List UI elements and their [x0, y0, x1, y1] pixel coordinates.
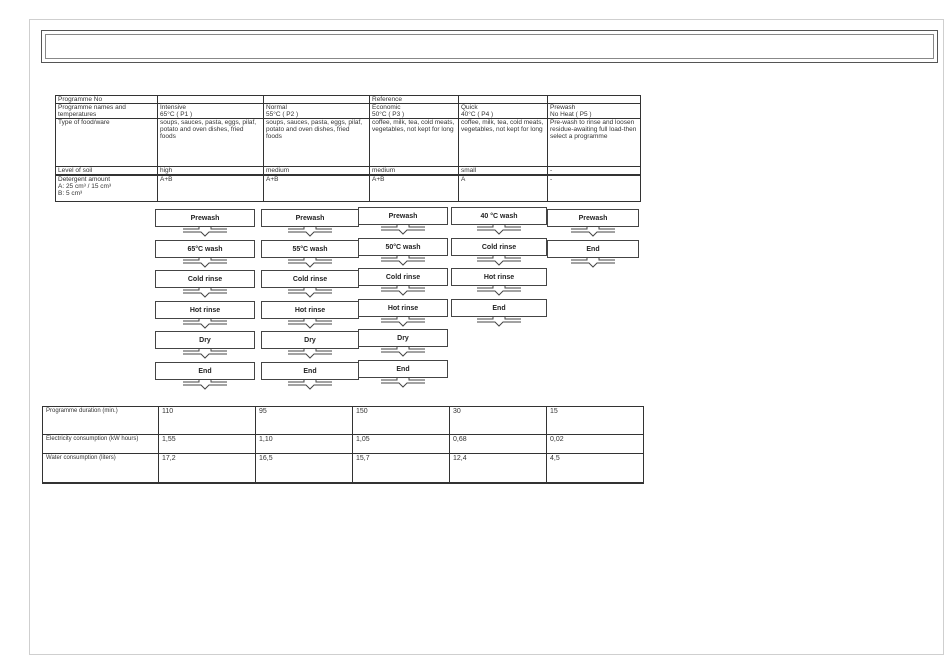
- flow-step: End: [261, 362, 359, 380]
- programme-temp: 40°C ( P4 ): [461, 111, 494, 118]
- table-cell: 95: [256, 407, 353, 435]
- table-cell: Reference: [370, 96, 459, 104]
- down-arrow-icon: [280, 380, 340, 390]
- down-arrow-icon: [373, 225, 433, 235]
- table-cell: 16,5: [256, 454, 353, 484]
- down-arrow-icon: [280, 227, 340, 237]
- programme-name: Quick: [461, 104, 478, 111]
- table-cell: A+B: [264, 175, 370, 201]
- programme-temp: 65°C ( P1 ): [160, 111, 193, 118]
- down-arrow-icon: [280, 349, 340, 359]
- down-arrow-icon: [563, 258, 623, 268]
- flow-step: 50°C wash: [358, 238, 448, 256]
- table-cell: A+B: [370, 175, 459, 201]
- row-label: Water consumption (liters): [43, 454, 159, 484]
- flow-step: 40 °C wash: [451, 207, 547, 225]
- down-arrow-icon: [373, 286, 433, 296]
- table-cell: -: [548, 175, 641, 201]
- table-cell: medium: [370, 167, 459, 176]
- table-cell: 1,05: [353, 435, 450, 454]
- table-row: [56, 175, 641, 201]
- programme-temp: 55°C ( P2 ): [266, 111, 299, 118]
- down-arrow-icon: [280, 288, 340, 298]
- row-label: Type of food/ware: [56, 119, 158, 167]
- table-row: [43, 407, 644, 435]
- flow-step: End: [358, 360, 448, 378]
- table-cell: soups, sauces, pasta, eggs, pilaf, potato and oven dishes, fried foods: [158, 119, 264, 167]
- table-row: [43, 435, 644, 454]
- down-arrow-icon: [175, 227, 235, 237]
- down-arrow-icon: [175, 349, 235, 359]
- flow-step: Prewash: [358, 207, 448, 225]
- detergent-label: Detergent amount: [58, 176, 111, 183]
- title-box: [41, 30, 938, 63]
- table-cell: Pre-wash to rinse and loosen residue-awaiting full load-then select a programme: [548, 119, 641, 167]
- flow-step: Hot rinse: [261, 301, 359, 319]
- flow-step: Cold rinse: [451, 238, 547, 256]
- table-cell: 30: [450, 407, 547, 435]
- table-cell: [548, 104, 641, 119]
- table-cell: small: [459, 167, 548, 176]
- programme-name: Normal: [266, 104, 287, 111]
- table-cell: coffee, milk, tea, cold meats, vegetables, not kept for long: [370, 119, 459, 167]
- flow-step: Cold rinse: [358, 268, 448, 286]
- table-cell: A+B: [158, 175, 264, 201]
- flow-step: End: [155, 362, 255, 380]
- row-label: [56, 175, 158, 201]
- detergent-b: B: 5 cm³: [58, 190, 83, 197]
- table-cell: 0,02: [547, 435, 644, 454]
- table-cell: -: [548, 167, 641, 176]
- flow-step: Hot rinse: [358, 299, 448, 317]
- table-cell: high: [158, 167, 264, 176]
- programme-table: [55, 95, 641, 202]
- row-label: Programme names and temperatures: [56, 104, 158, 119]
- table-row: [56, 96, 641, 104]
- flow-step: Prewash: [547, 209, 639, 227]
- row-label: Programme No: [56, 96, 158, 104]
- programme-name: Prewash: [550, 104, 576, 111]
- table-cell: 1,10: [256, 435, 353, 454]
- table-cell: 15: [547, 407, 644, 435]
- down-arrow-icon: [373, 317, 433, 327]
- table-cell: 15,7: [353, 454, 450, 484]
- flow-step: Hot rinse: [155, 301, 255, 319]
- down-arrow-icon: [373, 378, 433, 388]
- down-arrow-icon: [280, 319, 340, 329]
- flow-step: 55°C wash: [261, 240, 359, 258]
- programme-temp: 50°C ( P3 ): [372, 111, 405, 118]
- table-cell: [264, 104, 370, 119]
- table-row: [56, 104, 641, 119]
- table-cell: [459, 104, 548, 119]
- table-row: [43, 454, 644, 484]
- flow-step: Cold rinse: [261, 270, 359, 288]
- table-cell: [459, 96, 548, 104]
- table-cell: [264, 96, 370, 104]
- table-cell: 12,4: [450, 454, 547, 484]
- down-arrow-icon: [175, 319, 235, 329]
- row-label: Electricity consumption (kW hours): [43, 435, 159, 454]
- flow-step: Cold rinse: [155, 270, 255, 288]
- table-cell: 17,2: [159, 454, 256, 484]
- down-arrow-icon: [280, 258, 340, 268]
- programme-name: Economic: [372, 104, 401, 111]
- down-arrow-icon: [373, 256, 433, 266]
- table-cell: 4,5: [547, 454, 644, 484]
- table-cell: 0,68: [450, 435, 547, 454]
- down-arrow-icon: [373, 347, 433, 357]
- table-row: [56, 119, 641, 167]
- table-cell: medium: [264, 167, 370, 176]
- table-cell: coffee, milk, tea, cold meats, vegetables, not kept for long: [459, 119, 548, 167]
- table-cell: [370, 104, 459, 119]
- down-arrow-icon: [175, 258, 235, 268]
- flow-step: 65°C wash: [155, 240, 255, 258]
- table-cell: soups, sauces, pasta, eggs, pilaf, potato and oven dishes, fried foods: [264, 119, 370, 167]
- table-row: [56, 167, 641, 176]
- down-arrow-icon: [563, 227, 623, 237]
- flow-step: End: [451, 299, 547, 317]
- programme-temp: No Heat ( P5 ): [550, 111, 592, 118]
- table-cell: 150: [353, 407, 450, 435]
- results-table: [42, 406, 644, 484]
- programme-name: Intensive: [160, 104, 187, 111]
- table-cell: [158, 104, 264, 119]
- down-arrow-icon: [175, 380, 235, 390]
- flow-step: Prewash: [155, 209, 255, 227]
- table-cell: 1,55: [159, 435, 256, 454]
- row-label: Level of soil: [56, 167, 158, 176]
- table-cell: 110: [159, 407, 256, 435]
- down-arrow-icon: [469, 317, 529, 327]
- table-cell: [158, 96, 264, 104]
- down-arrow-icon: [469, 256, 529, 266]
- down-arrow-icon: [469, 286, 529, 296]
- flow-step: Hot rinse: [451, 268, 547, 286]
- flow-step: Dry: [261, 331, 359, 349]
- detergent-a: A: 25 cm³ / 15 cm³: [58, 183, 112, 190]
- table-cell: [548, 96, 641, 104]
- flow-step: Prewash: [261, 209, 359, 227]
- row-label: Programme duration (min.): [43, 407, 159, 435]
- flow-step: End: [547, 240, 639, 258]
- down-arrow-icon: [469, 225, 529, 235]
- table-cell: A: [459, 175, 548, 201]
- flow-step: Dry: [358, 329, 448, 347]
- flow-step: Dry: [155, 331, 255, 349]
- down-arrow-icon: [175, 288, 235, 298]
